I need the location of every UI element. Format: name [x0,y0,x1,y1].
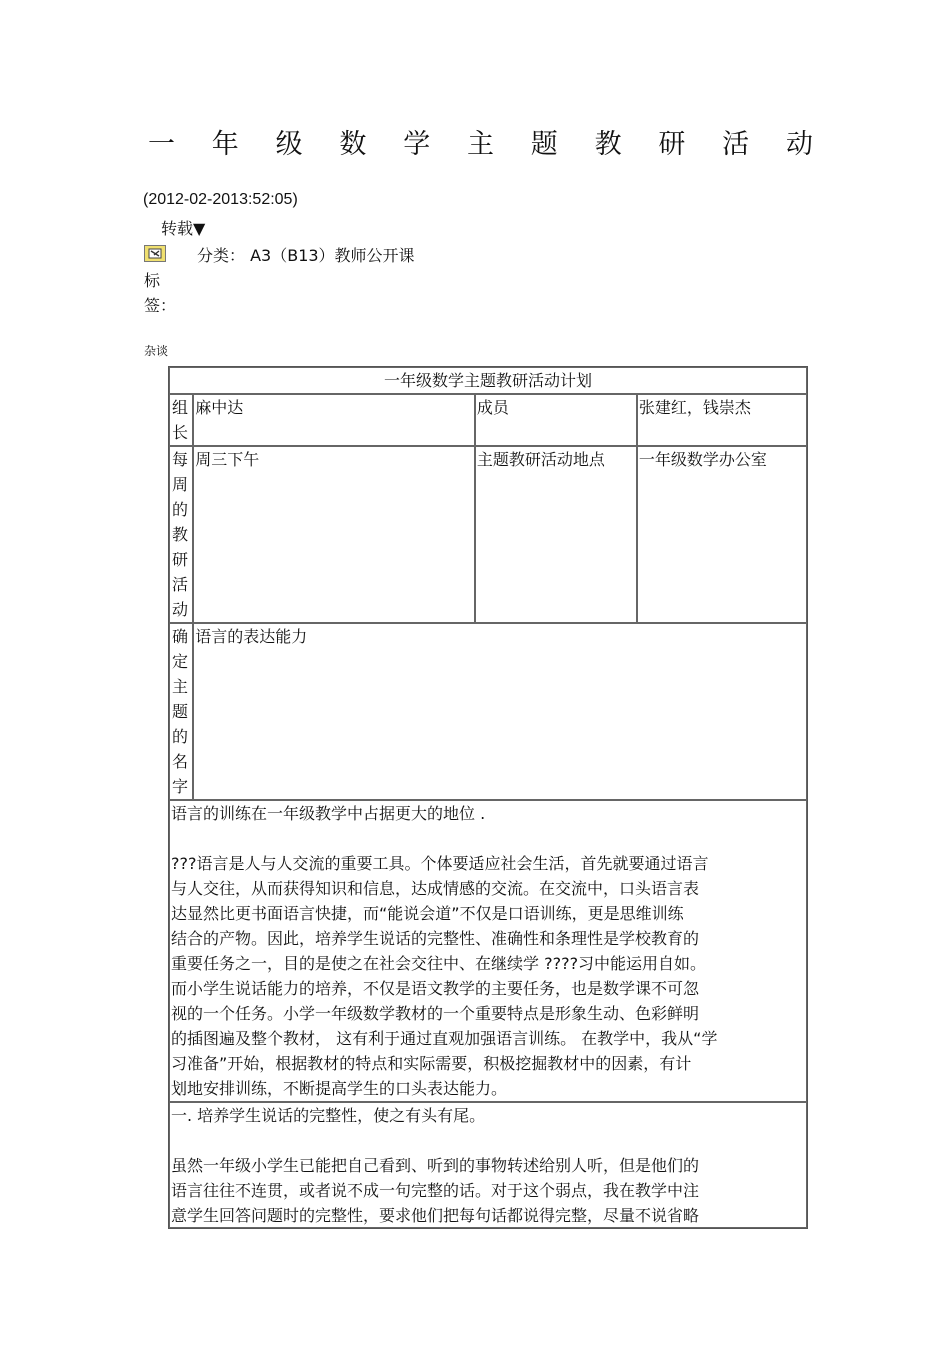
post-date: (2012-02-2013:52:05) [143,191,298,208]
paragraph-line: 视的一个任务。小学一年级数学教材的一个重要特点是形象生动、色彩鲜明 [171,1004,700,1023]
place-label: 主题教研活动地点 [475,446,637,623]
members-label: 成员 [475,394,637,446]
plan-table-header: 一年级数学主题教研活动计划 [169,367,807,394]
category-label[interactable]: 分类： A3（B13）教师公开课 [197,246,415,265]
section-1-heading: 一. 培养学生说话的完整性，使之有头有尾。 [171,1106,486,1125]
topic-label-char: 名 [172,752,189,771]
place-value: 一年级数学办公室 [637,446,807,623]
paragraph-line: 语言往往不连贯，或者说不成一句完整的话。对于这个弱点，我在教学中注 [171,1181,700,1200]
topic-label-char: 的 [172,727,189,746]
time-label-char: 教 [172,525,189,544]
paragraph-line: 习准备”开始，根据教材的特点和实际需要，积极挖掘教材中的因素，有计 [171,1054,692,1073]
spacer [171,826,805,851]
title-char: 级 [275,129,303,160]
leader-label-char: 组 [172,398,189,417]
time-label-char: 周 [172,475,189,494]
tag-value[interactable]: 杂谈 [144,344,169,358]
time-value: 周三下午 [193,446,475,623]
time-label-char: 的 [172,500,189,519]
title-char: 数 [339,129,367,160]
time-label [169,446,193,623]
topic-value: 语言的表达能力 [193,623,807,800]
title-char: 题 [530,129,558,160]
paragraph-line: 而小学生说话能力的培养，不仅是语文教学的主要任务，也是数学课不可忽 [171,979,700,998]
paragraph-line: 达显然比更书面语言快捷，而“能说会道”不仅是口语训练，更是思维训练 [171,904,684,923]
topic-label-char: 题 [172,702,189,721]
section-1-body [171,1153,805,1227]
paragraph-line: 划地安排训练，不断提高学生的口头表达能力。 [171,1079,508,1098]
paragraph-line: 虽然一年级小学生已能把自己看到、听到的事物转述给别人听，但是他们的 [171,1156,700,1175]
title-char: 活 [722,129,750,160]
tags-label-line-2: 签： [144,296,177,315]
spacer [171,1128,805,1153]
topic-label-char: 定 [172,652,189,671]
repost-link[interactable]: 转载▼ [161,219,206,238]
intro-section [169,800,807,1102]
topic-label-char: 字 [172,777,189,796]
members-value: 张建红，钱崇杰 [637,394,807,446]
intro-heading: 语言的训练在一年级教学中占据更大的地位 . [171,804,486,823]
intro-body [171,851,805,1101]
paragraph-line: ???语言是人与人交流的重要工具。个体要适应社会生活，首先就要通过语言 [171,854,709,873]
leader-value: 麻中达 [193,394,475,446]
title-char: 教 [594,129,622,160]
title-char: 主 [466,129,494,160]
tags-label [144,268,177,318]
paragraph-line: 重要任务之一，目的是使之在社会交往中、在继续学 ????习中能运用自如。 [171,954,707,973]
tags-label-line-1: 标 [144,271,161,290]
paragraph-line: 意学生回答问题时的完整性，要求他们把每句话都说得完整，尽量不说省略 [171,1206,700,1225]
topic-label-char: 确 [172,627,189,646]
topic-label-char: 主 [172,677,189,696]
title-char: 一 [148,129,175,160]
title-char: 动 [785,129,813,160]
paragraph-line: 结合的产物。因此，培养学生说话的完整性、准确性和条理性是学校教育的 [171,929,700,948]
leader-label [169,394,193,446]
section-1 [169,1102,807,1228]
title-char: 年 [211,129,239,160]
paragraph-line: 与人交往，从而获得知识和信息，达成情感的交流。在交流中，口头语言表 [171,879,700,898]
time-label-char: 研 [172,550,189,569]
section-1-content [171,1103,805,1227]
time-label-char: 动 [172,600,189,619]
paragraph-line: 的插图遍及整个教材， 这有利于通过直观加强语言训练。 在教学中，我从“学 [171,1029,718,1048]
plan-table [168,366,808,1229]
topic-label [169,623,193,800]
time-label-char: 每 [172,450,189,469]
title-char: 研 [658,129,686,160]
leader-label-char: 长 [172,423,189,442]
category-folder-icon [144,245,166,262]
time-label-char: 活 [172,575,189,594]
title-char: 学 [403,129,431,160]
document-title [148,122,813,161]
